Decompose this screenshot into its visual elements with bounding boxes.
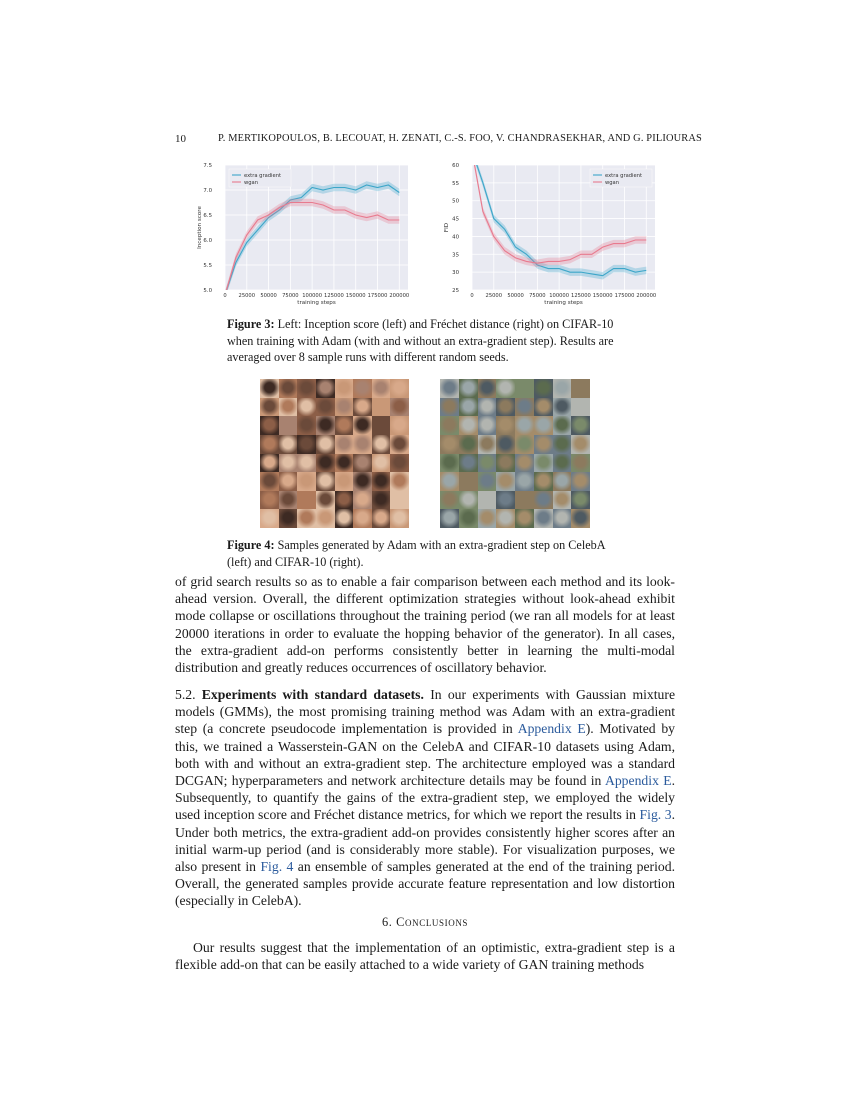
sample-thumbnail (297, 435, 316, 454)
sample-thumbnail (496, 398, 515, 417)
sample-thumbnail (515, 454, 534, 473)
sample-thumbnail (353, 398, 372, 417)
x-tick-label: 150000 (345, 293, 366, 299)
text-segment: In our experiments with Gaussian mixture models (GMMs), the most promising training method was Adam with an extra-gradient step (a concrete pseudocode implementation is provided in (175, 687, 676, 737)
sample-thumbnail (440, 435, 459, 454)
page-number: 10 (175, 133, 186, 145)
sample-thumbnail (534, 435, 553, 454)
sample-thumbnail (478, 435, 497, 454)
sample-thumbnail (496, 435, 515, 454)
y-axis-label: FID (444, 222, 450, 233)
sample-thumbnail (478, 472, 497, 491)
sample-thumbnail (335, 491, 354, 510)
legend-label: wgan (605, 180, 620, 186)
figure-4-caption (227, 537, 629, 570)
sample-thumbnail (553, 491, 572, 510)
sample-thumbnail (515, 509, 534, 528)
sample-thumbnail (440, 472, 459, 491)
paragraph-text (175, 686, 675, 910)
sample-thumbnail (440, 454, 459, 473)
y-tick-label: 30 (452, 270, 459, 277)
fig-3-link[interactable]: Fig. 3 (639, 807, 672, 823)
y-tick-label: 35 (452, 252, 459, 259)
sample-thumbnail (534, 509, 553, 528)
sample-thumbnail (459, 454, 478, 473)
y-axis-label: Inception score (197, 206, 203, 249)
x-tick-label: 175000 (367, 293, 388, 299)
sample-thumbnail (353, 416, 372, 435)
sample-thumbnail (440, 416, 459, 435)
sample-thumbnail (534, 379, 553, 398)
sample-thumbnail (496, 454, 515, 473)
x-axis-label: training steps (297, 300, 336, 306)
y-tick-label: 7.0 (203, 188, 212, 194)
sample-thumbnail (335, 509, 354, 528)
sample-thumbnail (553, 435, 572, 454)
sample-thumbnail (390, 398, 409, 417)
sample-thumbnail (260, 472, 279, 491)
sample-thumbnail (553, 472, 572, 491)
x-tick-label: 125000 (571, 293, 591, 299)
sample-thumbnail (496, 472, 515, 491)
sample-thumbnail (353, 491, 372, 510)
figure-3-caption (227, 316, 629, 366)
sample-thumbnail (478, 379, 497, 398)
x-tick-label: 200000 (389, 293, 410, 299)
sample-thumbnail (571, 416, 590, 435)
sample-thumbnail (316, 416, 335, 435)
x-tick-label: 25000 (485, 293, 503, 299)
sample-thumbnail (571, 398, 590, 417)
sample-thumbnail (335, 416, 354, 435)
sample-thumbnail (260, 398, 279, 417)
sample-thumbnail (260, 454, 279, 473)
sample-thumbnail (353, 435, 372, 454)
sample-thumbnail (297, 491, 316, 510)
x-tick-label: 175000 (614, 293, 635, 299)
sample-thumbnail (297, 398, 316, 417)
sample-thumbnail (316, 398, 335, 417)
legend-label: extra gradient (605, 173, 643, 179)
text-segment: . Under both metrics, the extra-gradient add-on provides consistently higher scores after an initial warm-up period (and is considerably more stable). For visualization purposes, we also present in (175, 807, 676, 875)
fig-4-link[interactable]: Fig. 4 (260, 859, 294, 875)
inception-score-chart (193, 160, 418, 310)
y-tick-label: 5.0 (203, 288, 212, 294)
sample-thumbnail (390, 416, 409, 435)
sample-thumbnail (571, 454, 590, 473)
paragraph-text: of grid search results so as to enable a fair comparison between each method and its look-ahead version. Overall, the different optimization strategies without look-ahead exhibit mode collapse or oscillations throughout the training period (we ran all models for at least 20000 iterations in order to evaluate the hopping behavior of the generator). In all cases, the extra-gradient add-on performs consistently better in learning the multi-modal distribution and greatly reduces occurrences of oscillatory behavior. (175, 574, 675, 676)
y-tick-label: 40 (452, 234, 459, 241)
sample-thumbnail (459, 509, 478, 528)
sample-thumbnail (335, 454, 354, 473)
sample-thumbnail (279, 509, 298, 528)
figure-3-caption-text: Left: Inception score (left) and Fréchet distance (right) on CIFAR-10 when training with Adam (with and without an extra-gradient step). Results are averaged over 8 sample runs with different random seeds. (227, 317, 614, 364)
section-number: 6. (381, 915, 393, 929)
sample-thumbnail (260, 491, 279, 510)
sample-thumbnail (478, 491, 497, 510)
sample-thumbnail (515, 491, 534, 510)
x-tick-label: 50000 (507, 293, 524, 299)
x-tick-label: 75000 (282, 293, 299, 299)
sample-thumbnail (553, 416, 572, 435)
appendix-e-link[interactable]: Appendix E (517, 721, 586, 737)
sample-thumbnail (316, 379, 335, 398)
sample-thumbnail (279, 416, 298, 435)
paragraph-grid-search (175, 573, 675, 676)
celeba-samples-image (260, 379, 409, 528)
sample-thumbnail (335, 435, 354, 454)
sample-thumbnail (316, 472, 335, 491)
sample-thumbnail (459, 416, 478, 435)
sample-thumbnail (279, 491, 298, 510)
paragraph-standard-datasets (175, 686, 675, 910)
sample-thumbnail (515, 379, 534, 398)
sample-thumbnail (534, 491, 553, 510)
sample-thumbnail (297, 416, 316, 435)
figure-4-caption-text: Samples generated by Adam with an extra-gradient step on CelebA (left) and CIFAR-10 (right). (227, 538, 605, 569)
sample-thumbnail (571, 379, 590, 398)
sample-thumbnail (260, 416, 279, 435)
sample-thumbnail (260, 509, 279, 528)
text-segment: . Subsequently, to quantify the gains of the extra-gradient step, we employed the widely used inception score and Fréchet distance metrics, for which we report the results in (175, 773, 676, 823)
figure-3-label: Figure 3: (227, 317, 275, 331)
sample-thumbnail (335, 472, 354, 491)
sample-thumbnail (390, 491, 409, 510)
x-tick-label: 0 (223, 293, 227, 299)
sample-thumbnail (459, 435, 478, 454)
sample-thumbnail (478, 454, 497, 473)
sample-thumbnail (534, 416, 553, 435)
sample-thumbnail (316, 491, 335, 510)
sample-thumbnail (260, 435, 279, 454)
sample-thumbnail (316, 509, 335, 528)
appendix-e-link[interactable]: Appendix E (604, 773, 672, 789)
sample-thumbnail (335, 398, 354, 417)
x-tick-label: 150000 (592, 293, 613, 299)
sample-thumbnail (571, 491, 590, 510)
sample-thumbnail (372, 491, 391, 510)
sample-thumbnail (459, 398, 478, 417)
x-tick-label: 25000 (238, 293, 256, 299)
sample-thumbnail (316, 454, 335, 473)
sample-thumbnail (279, 398, 298, 417)
subsection-title: Experiments with standard datasets. (201, 687, 424, 702)
sample-thumbnail (459, 379, 478, 398)
sample-thumbnail (297, 379, 316, 398)
y-tick-label: 50 (452, 198, 459, 205)
sample-thumbnail (353, 379, 372, 398)
sample-thumbnail (553, 509, 572, 528)
sample-thumbnail (478, 398, 497, 417)
y-tick-label: 25 (452, 288, 459, 294)
x-tick-label: 0 (470, 293, 474, 299)
sample-thumbnail (515, 472, 534, 491)
sample-thumbnail (440, 509, 459, 528)
sample-thumbnail (390, 435, 409, 454)
sample-thumbnail (571, 509, 590, 528)
legend-label: wgan (244, 180, 259, 186)
section-title: Conclusions (396, 915, 469, 929)
x-tick-label: 100000 (302, 293, 323, 299)
sample-thumbnail (297, 454, 316, 473)
x-tick-label: 200000 (636, 293, 657, 299)
subsection-number: 5.2. (175, 687, 196, 702)
sample-thumbnail (372, 435, 391, 454)
sample-thumbnail (571, 472, 590, 491)
x-tick-label: 125000 (324, 293, 344, 299)
sample-thumbnail (390, 454, 409, 473)
sample-thumbnail (390, 379, 409, 398)
sample-thumbnail (496, 491, 515, 510)
sample-thumbnail (459, 472, 478, 491)
sample-thumbnail (496, 416, 515, 435)
sample-thumbnail (478, 416, 497, 435)
x-tick-label: 100000 (549, 293, 570, 299)
sample-thumbnail (515, 398, 534, 417)
sample-thumbnail (372, 509, 391, 528)
sample-thumbnail (478, 509, 497, 528)
sample-thumbnail (279, 435, 298, 454)
sample-thumbnail (279, 472, 298, 491)
sample-thumbnail (390, 509, 409, 528)
text-segment: ). Motivated by this, we trained a Wasserstein-GAN on the CelebA and CIFAR-10 datasets using Adam, both with and without an extra-gradient step. The architecture employed was a standard DCGAN; hyperparameters and network architecture details may be found in (175, 721, 676, 789)
sample-thumbnail (372, 379, 391, 398)
sample-thumbnail (553, 398, 572, 417)
sample-thumbnail (459, 491, 478, 510)
x-tick-label: 75000 (529, 293, 546, 299)
y-tick-label: 45 (452, 216, 459, 223)
sample-thumbnail (335, 379, 354, 398)
sample-thumbnail (297, 472, 316, 491)
y-tick-label: 55 (452, 180, 459, 187)
legend-label: extra gradient (244, 173, 282, 179)
y-tick-label: 6.0 (203, 238, 212, 244)
paragraph-conclusions (175, 939, 675, 973)
running-head: P. MERTIKOPOULOS, B. LECOUAT, H. ZENATI, C.-S. FOO, V. CHANDRASEKHAR, AND G. PILIOURAS (218, 133, 702, 144)
sample-thumbnail (440, 379, 459, 398)
sample-thumbnail (390, 472, 409, 491)
text-segment: an ensemble of samples generated at the end of the training period. Overall, the generated samples provide accurate feature representation and low distortion (especially in CelebA). (175, 859, 675, 909)
x-axis-label: training steps (544, 300, 583, 306)
sample-thumbnail (553, 379, 572, 398)
figure-4-label: Figure 4: (227, 538, 275, 552)
sample-thumbnail (372, 454, 391, 473)
x-tick-label: 50000 (260, 293, 277, 299)
sample-thumbnail (534, 454, 553, 473)
section-heading-conclusions (175, 915, 675, 930)
sample-thumbnail (440, 491, 459, 510)
sample-thumbnail (297, 509, 316, 528)
sample-thumbnail (372, 398, 391, 417)
paragraph-text: Our results suggest that the implementation of an optimistic, extra-gradient step is a flexible add-on that can be easily attached to a wide variety of GAN training methods (175, 940, 675, 973)
sample-thumbnail (515, 435, 534, 454)
cifar10-samples-image (440, 379, 590, 528)
sample-thumbnail (515, 416, 534, 435)
y-tick-label: 60 (452, 163, 459, 169)
y-tick-label: 6.5 (203, 213, 212, 219)
fid-chart (440, 160, 665, 310)
y-tick-label: 7.5 (203, 163, 212, 169)
sample-thumbnail (279, 454, 298, 473)
sample-thumbnail (571, 435, 590, 454)
sample-thumbnail (553, 454, 572, 473)
sample-thumbnail (372, 416, 391, 435)
sample-thumbnail (440, 398, 459, 417)
sample-thumbnail (496, 509, 515, 528)
sample-thumbnail (279, 379, 298, 398)
sample-thumbnail (316, 435, 335, 454)
y-tick-label: 5.5 (203, 263, 212, 269)
sample-thumbnail (534, 472, 553, 491)
sample-thumbnail (353, 472, 372, 491)
sample-thumbnail (372, 472, 391, 491)
sample-thumbnail (496, 379, 515, 398)
sample-thumbnail (353, 454, 372, 473)
sample-thumbnail (353, 509, 372, 528)
sample-thumbnail (260, 379, 279, 398)
sample-thumbnail (534, 398, 553, 417)
